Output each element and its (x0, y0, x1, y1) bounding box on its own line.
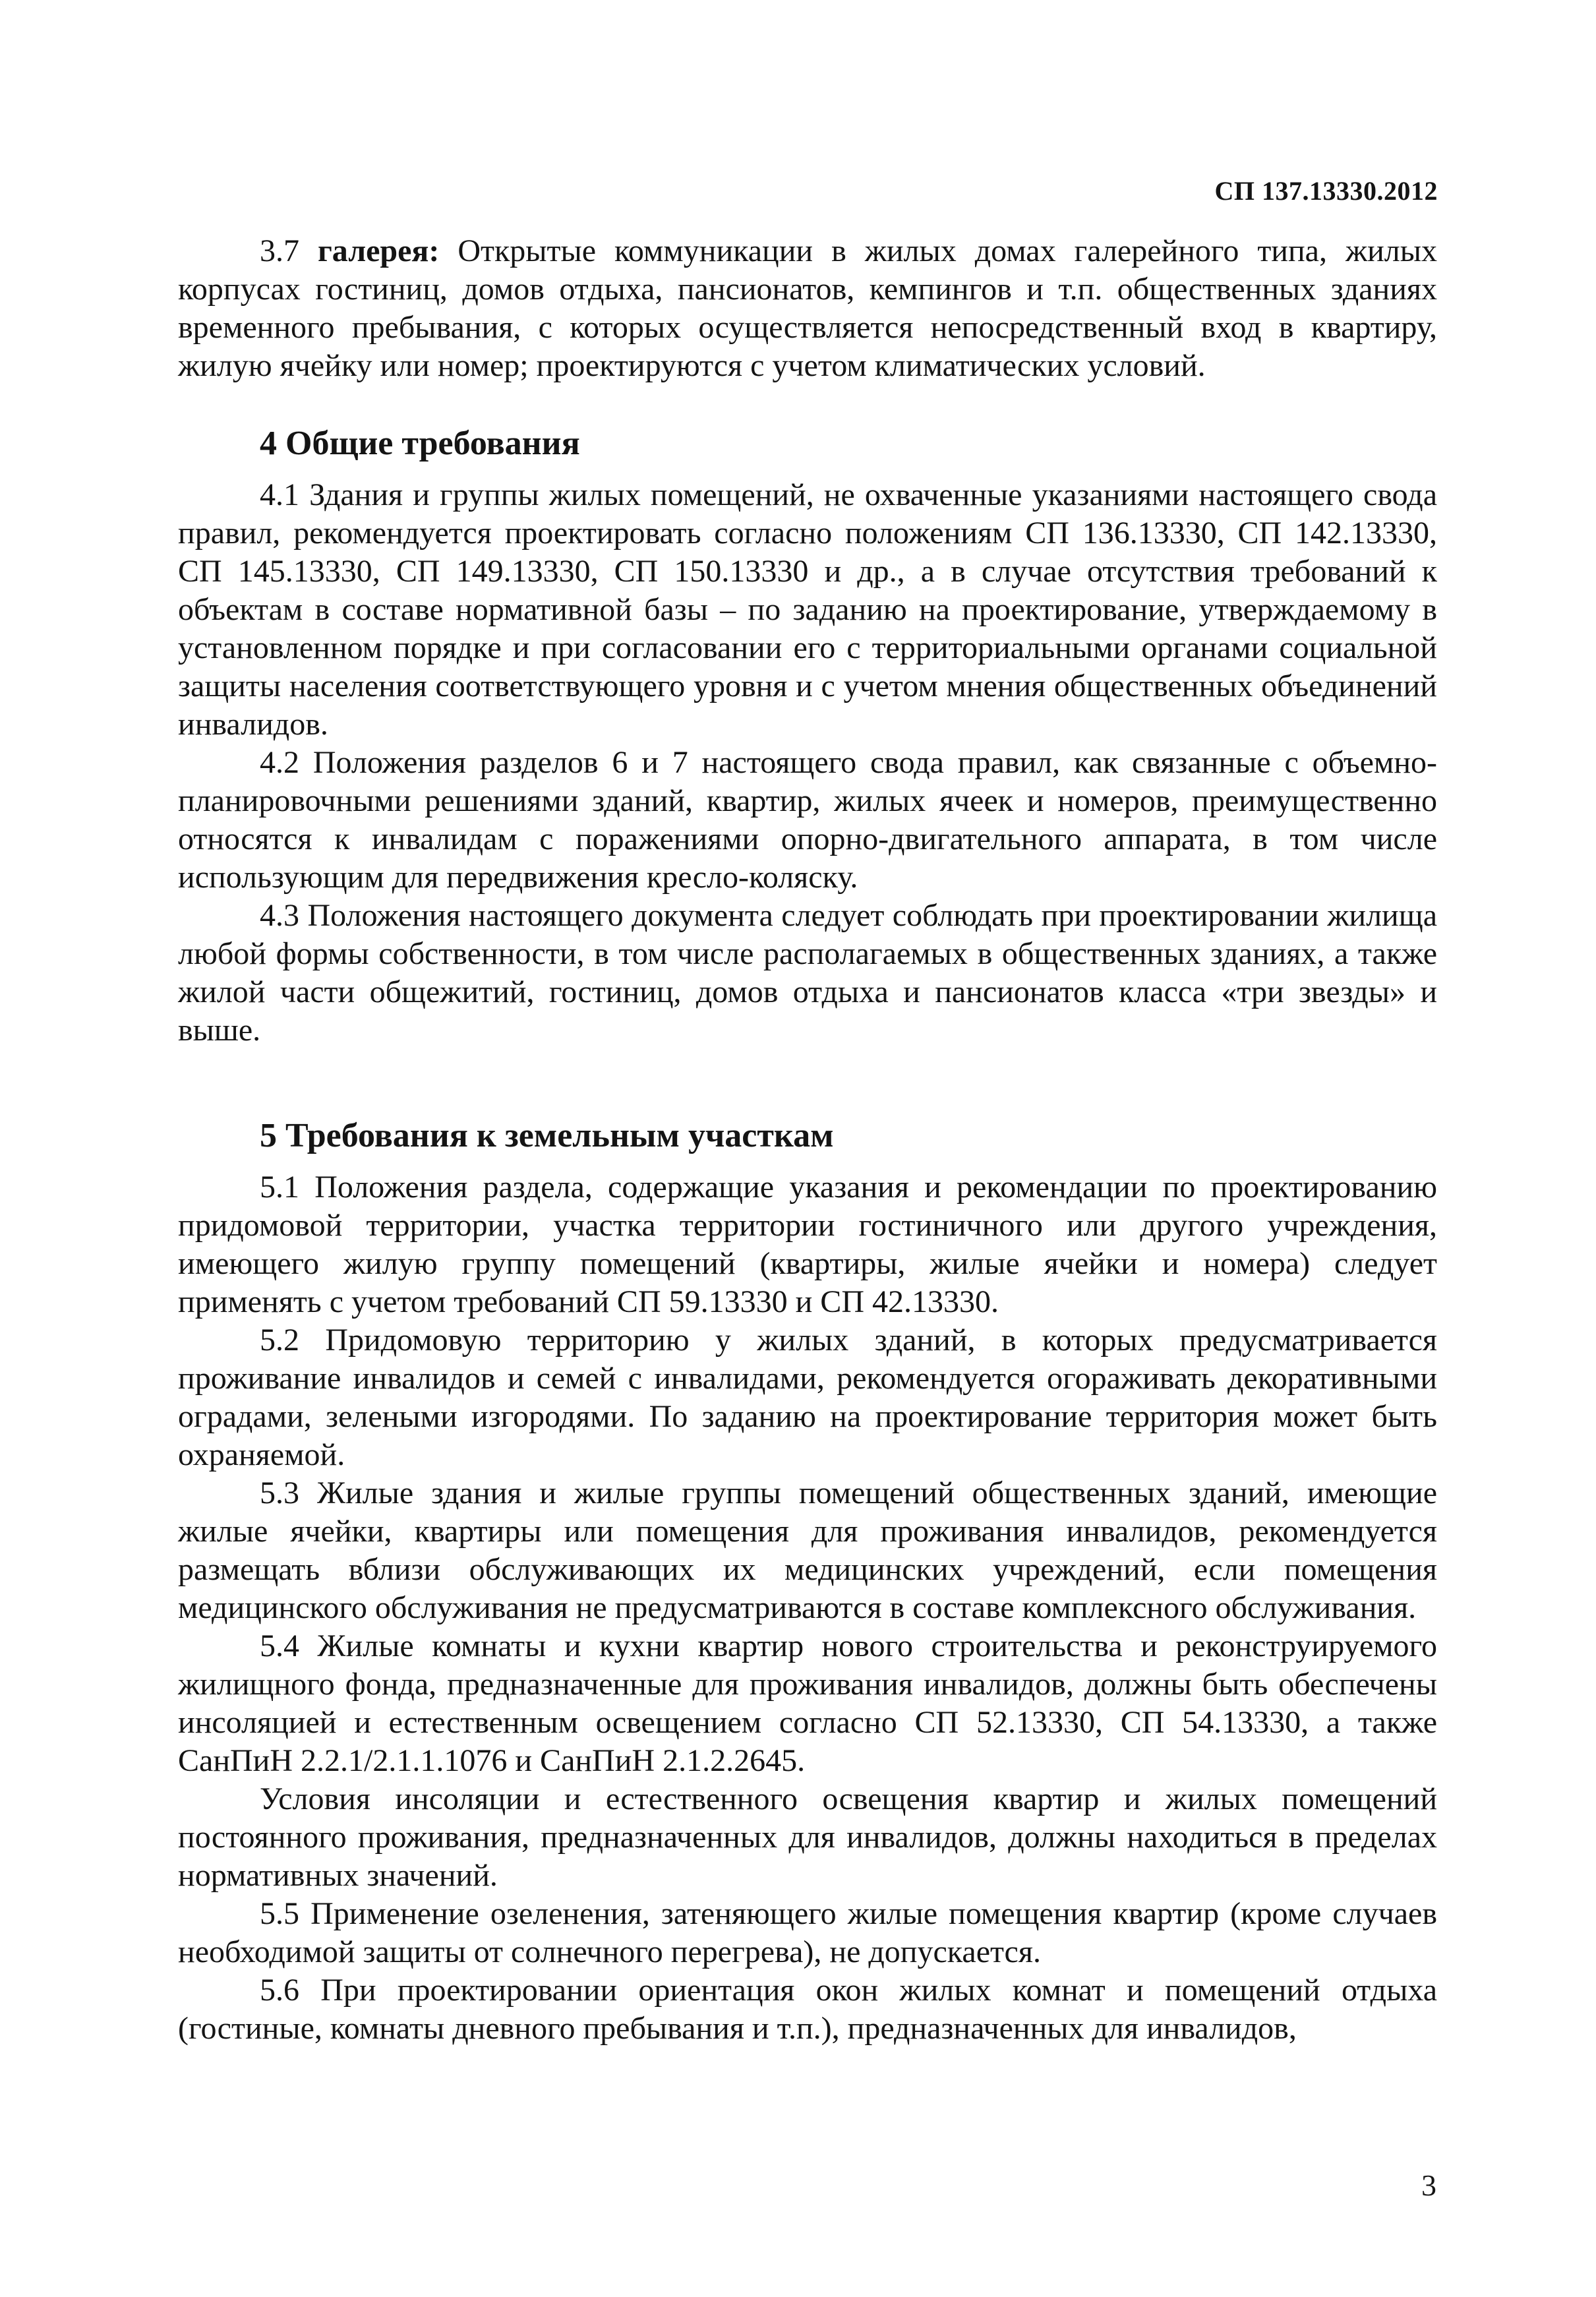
spacer (178, 1050, 1437, 1116)
paragraph-4-3: 4.3 Положения настоящего документа следует соблюдать при проектировании жилища любой формы собственности, в том числе располагаемых в общественных зданиях, а также жилой части общежитий, гостиниц, домов отдыха и пансионатов класса «три звезды» и выше. (178, 898, 1437, 1048)
paragraph-4-2: 4.2 Положения разделов 6 и 7 настоящего свода правил, как связанные с объемно-планировочными решениями зданий, квартир, жилых ячеек и номеров, преимущественно относятся к инвалидам с поражениями опорно-двигательного аппарата, в том числе использующим для передвижения кресло-коляску. (178, 745, 1437, 895)
section-4-heading: 4 Общие требования (260, 425, 580, 462)
document-body (178, 232, 1437, 2048)
clause-3-7 (178, 232, 1437, 385)
paragraph-5-2: 5.2 Придомовую территорию у жилых зданий, в которых предусматривается проживание инвалидов и семей с инвалидами, рекомендуется огораживать декоративными оградами, зелеными изгородями. По заданию на проектирование территория может быть охраняемой. (178, 1323, 1437, 1472)
paragraph-5-5: 5.5 Применение озеленения, затеняющего жилые помещения квартир (кроме случаев необходимой защиты от солнечного перегрева), не допускается. (178, 1896, 1437, 1969)
clause-number: 3.7 (260, 233, 299, 268)
paragraph-5-4-note: Условия инсоляции и естественного освещения квартир и жилых помещений постоянного проживания, предназначенных для инвалидов, должны находиться в пределах нормативных значений. (178, 1781, 1437, 1893)
spacer (178, 1156, 1437, 1168)
spacer (178, 464, 1437, 476)
paragraph-5-3: 5.3 Жилые здания и жилые группы помещений общественных зданий, имеющие жилые ячейки, квартиры или помещения для проживания инвалидов, рекомендуется размещать вблизи обслуживающих их медицинских учреждений, если помещения медицинского обслуживания не предусматриваются в составе комплексного обслуживания. (178, 1476, 1437, 1625)
paragraph-5-6: 5.6 При проектировании ориентация окон жилых комнат и помещений отдыха (гостиные, комнаты дневного пребывания и т.п.), предназначенных для инвалидов, (178, 1973, 1437, 2046)
clause-text: Открытые коммуникации в жилых домах галерейного типа, жилых корпусах гостиниц, домов отдыха, пансионатов, кемпингов и т.п. общественных зданиях временного пребывания, с которых осуществляется непосредственный вход в квартиру, жилую ячейку или номер; проектируются с учетом климатических условий. (178, 233, 1438, 383)
page-number: 3 (1421, 2168, 1436, 2202)
clause-term: галерея: (317, 233, 440, 268)
paragraph-5-1: 5.1 Положения раздела, содержащие указания и рекомендации по проектированию придомовой территории, участка территории гостиничного или другого учреждения, имеющего жилую группу помещений (квартиры, жилые ячейки и номера) следует применять с учетом требований СП 59.13330 и СП 42.13330. (178, 1170, 1437, 1319)
section-5-heading: 5 Требования к земельным участкам (260, 1117, 834, 1154)
document-code: СП 137.13330.2012 (1214, 176, 1438, 206)
spacer (178, 385, 1437, 423)
paragraph-5-4: 5.4 Жилые комнаты и кухни квартир нового строительства и реконструируемого жилищного фонда, предназначенные для проживания инвалидов, должны быть обеспечены инсоляцией и естественным освещением согласно СП 52.13330, СП 54.13330, а также СанПиН 2.2.1/2.1.1.1076 и СанПиН 2.1.2.2645. (178, 1628, 1437, 1778)
paragraph-4-1: 4.1 Здания и группы жилых помещений, не охваченные указаниями настоящего свода правил, рекомендуется проектировать согласно положениям СП 136.13330, СП 142.13330, СП 145.13330, СП 149.13330, СП 150.13330 и др., а в случае отсутствия требований к объектам в составе нормативной базы – по заданию на проектирование, утверждаемому в установленном порядке и при согласовании его с территориальными органами социальной защиты населения соответствующего уровня и с учетом мнения общественных объединений инвалидов. (178, 477, 1437, 742)
